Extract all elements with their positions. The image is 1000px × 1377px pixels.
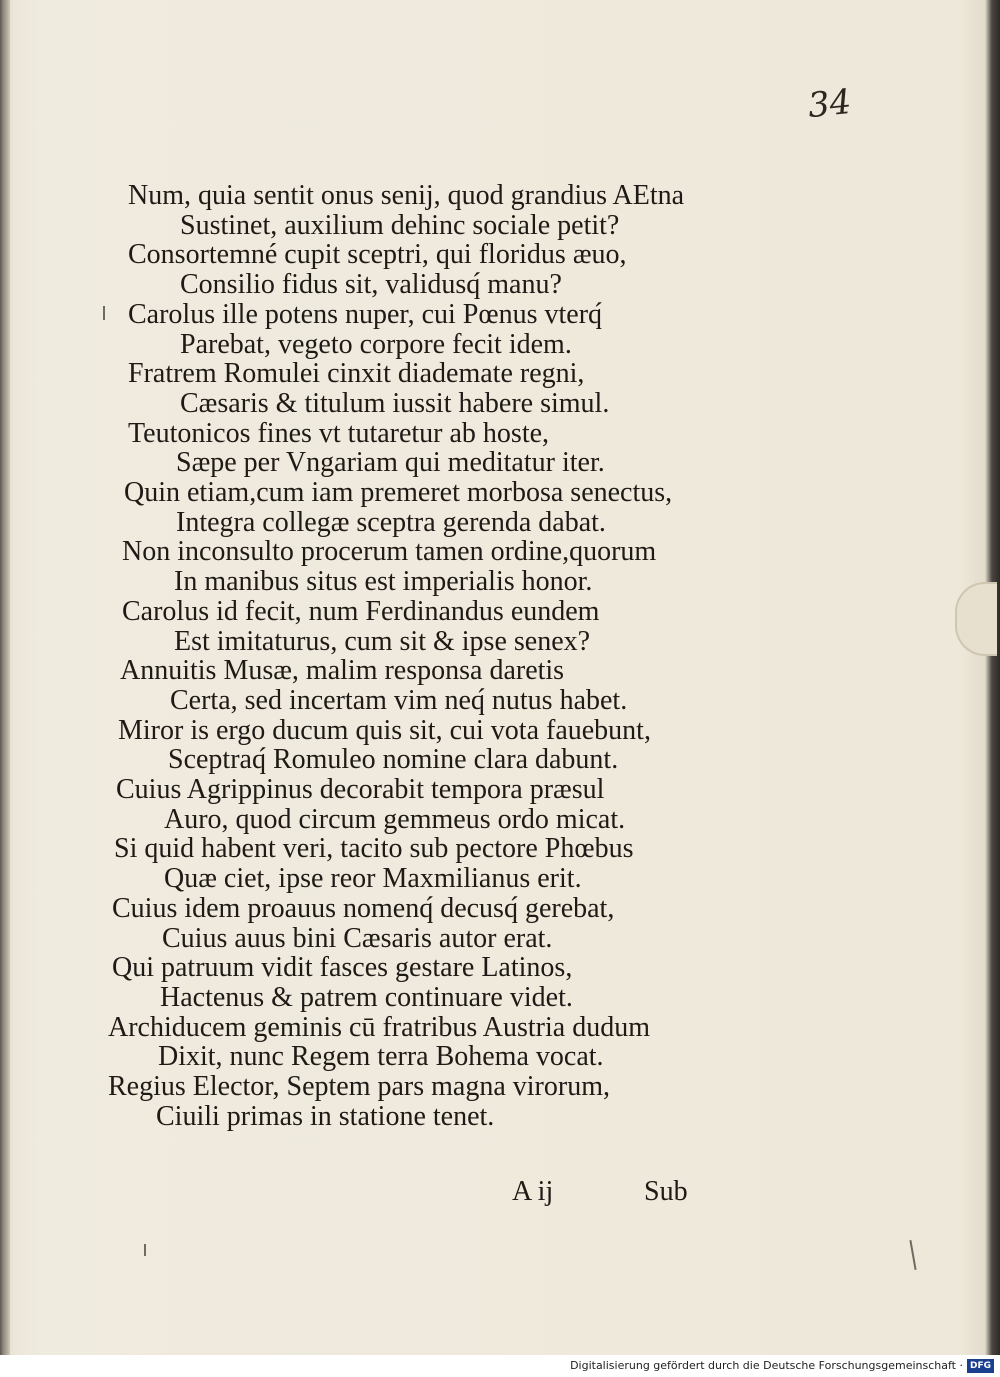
verse-line-pentameter: In manibus situs est imperialis honor. [174, 566, 593, 598]
verse-line-pentameter: Certa, sed incertam vim neq́ nutus habet. [170, 684, 628, 716]
dfg-logo: DFG [967, 1359, 994, 1373]
verse-line-hexameter: Consortemné cupit sceptri, qui floridus æuo, [128, 239, 627, 271]
margin-mark [103, 306, 105, 320]
verse-line-hexameter: Cuius idem proauus nomenq́ decusq́ gerebat, [112, 892, 615, 924]
verse-line-hexameter: Archiducem geminis cū fratribus Austria dudum [108, 1011, 650, 1043]
verse-line-hexameter: Fratrem Romulei cinxit diademate regni, [128, 358, 585, 390]
signature-mark: A ij [512, 1176, 554, 1207]
verse-line-hexameter: Miror is ergo ducum quis sit, cui vota fauebunt, [118, 714, 651, 746]
verse-line-hexameter: Quin etiam,cum iam premeret morbosa senectus, [124, 477, 673, 508]
verse-line-hexameter: Regius Elector, Septem pars magna virorum, [108, 1071, 610, 1102]
digitization-footer [0, 1355, 1000, 1377]
verse-line-pentameter: Sceptraq́ Romuleo nomine clara dabunt. [168, 744, 619, 776]
verse-line-pentameter: Cæsaris & titulum iussit habere simul. [180, 387, 610, 419]
verse-line-pentameter: Hactenus & patrem continuare videt. [160, 981, 573, 1013]
page-edge-shadow [0, 0, 10, 1355]
verse-line-pentameter: Integra collegæ sceptra gerenda dabat. [176, 506, 606, 538]
verse-line-hexameter: Num, quia sentit onus senij, quod grandius AEtna [128, 180, 685, 211]
verse-line-hexameter: Carolus id fecit, num Ferdinandus eundem [122, 595, 600, 627]
verse-line-hexameter: Cuius Agrippinus decorabit tempora præsul [116, 774, 605, 805]
verse-line-pentameter: Auro, quod circum gemmeus ordo micat. [164, 803, 626, 835]
verse-line-pentameter: Parebat, vegeto corpore fecit idem. [180, 328, 572, 360]
verse-line-hexameter: Si quid habent veri, tacito sub pectore Phœbus [114, 833, 634, 865]
verse-line-pentameter: Quæ ciet, ipse reor Maxmilianus erit. [164, 863, 582, 895]
catchword: Sub [644, 1176, 688, 1207]
paper-tab-notch [955, 582, 997, 656]
folio-number: 34 [806, 81, 854, 127]
verse-line-pentameter: Est imitaturus, cum sit & ipse senex? [174, 625, 591, 657]
verse-line-hexameter: Non inconsulto procerum tamen ordine,quorum [122, 536, 657, 568]
verse-line-pentameter: Sæpe per Vngariam qui meditatur iter. [176, 447, 605, 479]
verse-line-hexameter: Teutonicos fines vt tutaretur ab hoste, [128, 417, 550, 449]
verse-line-hexameter: Qui patruum vidit fasces gestare Latinos, [112, 952, 573, 984]
margin-mark [909, 1240, 916, 1270]
footer-credit: Digitalisierung gefördert durch die Deutsche Forschungsgemeinschaft · [570, 1359, 963, 1372]
verse-line-pentameter: Consilio fidus sit, validusq́ manu? [180, 269, 562, 301]
verse-line-hexameter: Carolus ille potens nuper, cui Pœnus vterq́ [128, 298, 603, 330]
verse-line-hexameter: Annuitis Musæ, malim responsa daretis [120, 655, 565, 687]
verse-line-pentameter: Sustinet, auxilium dehinc sociale petit? [180, 209, 620, 241]
verse-line-pentameter: Dixit, nunc Regem terra Bohema vocat. [158, 1041, 604, 1073]
verse-line-pentameter: Cuius auus bini Cæsaris autor erat. [162, 922, 553, 954]
verse-line-pentameter: Ciuili primas in statione tenet. [156, 1100, 495, 1132]
margin-mark [144, 1244, 146, 1256]
